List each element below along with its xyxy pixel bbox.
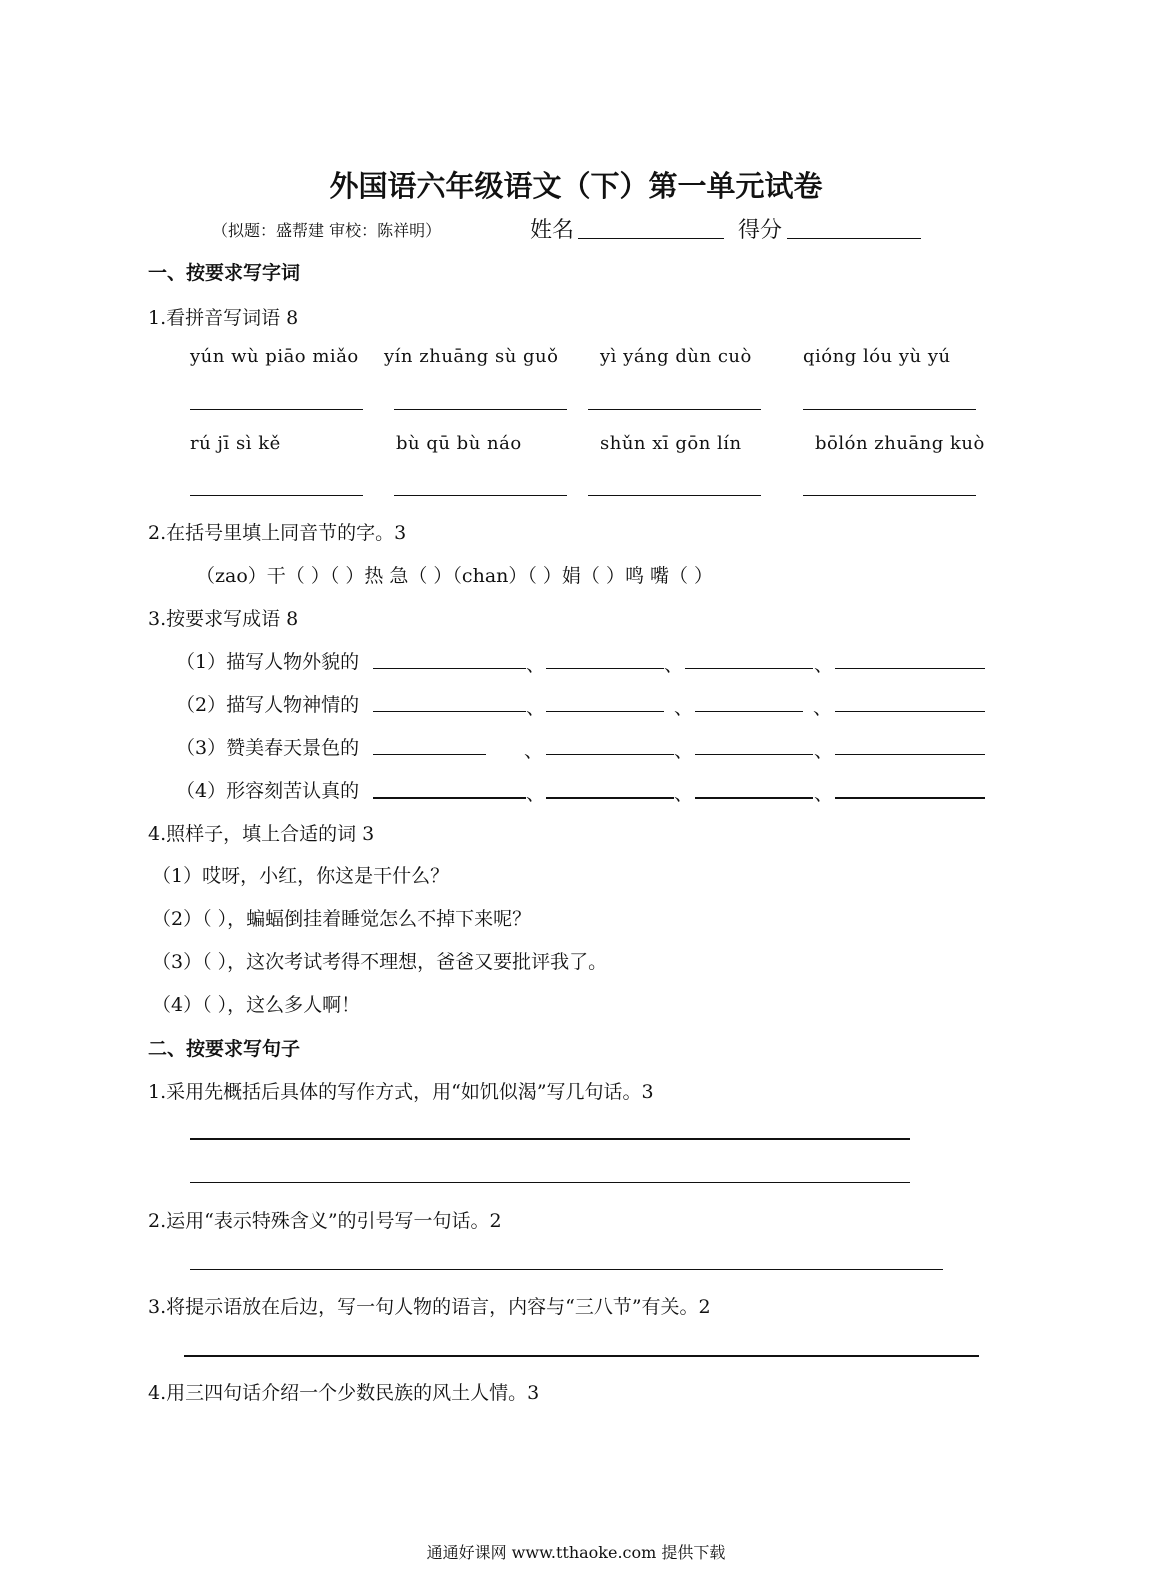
score-field[interactable] [787, 238, 921, 239]
separator: 、 [526, 654, 546, 676]
idiom-blank[interactable] [835, 797, 985, 799]
answer-line[interactable] [588, 409, 761, 410]
answer-line[interactable] [588, 495, 761, 496]
s2-q3-prompt: 3.将提示语放在后边，写一句人物的语言，内容与“三八节”有关。2 [148, 1296, 711, 1318]
q3-item: （3）赞美春天景色的 [176, 737, 360, 759]
pinyin-item: bù qū bù náo [396, 433, 522, 454]
pinyin-item: yì yáng dùn cuò [600, 346, 752, 367]
separator: 、 [814, 783, 834, 805]
idiom-blank[interactable] [695, 711, 803, 712]
author-credits: （拟题：盛帮建 审校：陈祥明） [212, 221, 442, 240]
pinyin-item: qióng lóu yù yú [803, 346, 951, 367]
idiom-blank[interactable] [373, 797, 526, 799]
separator: 、 [813, 697, 833, 719]
pinyin-item: rú jī sì kě [190, 433, 281, 454]
answer-line[interactable] [190, 409, 363, 410]
separator: 、 [674, 783, 694, 805]
idiom-blank[interactable] [546, 668, 664, 669]
idiom-blank[interactable] [695, 797, 813, 799]
idiom-blank[interactable] [546, 754, 674, 755]
s2-q2-prompt: 2.运用“表示特殊含义”的引号写一句话。2 [148, 1210, 502, 1232]
writing-line[interactable] [190, 1182, 910, 1183]
s2-q4-prompt: 4.用三四句话介绍一个少数民族的风土人情。3 [148, 1382, 540, 1404]
answer-line[interactable] [394, 409, 567, 410]
q4-prompt: 4.照样子，填上合适的词 3 [148, 823, 375, 845]
pinyin-item: yín zhuāng sù guǒ [384, 346, 559, 367]
writing-line[interactable] [190, 1138, 910, 1140]
pinyin-item: yún wù piāo miǎo [190, 346, 359, 367]
q4-item: （4）（ ），这么多人啊！ [152, 994, 361, 1016]
idiom-blank[interactable] [373, 754, 486, 755]
footer-credit: 通通好课网 www.tthaoke.com 提供下载 [426, 1543, 726, 1562]
idiom-blank[interactable] [695, 754, 813, 755]
idiom-blank[interactable] [835, 754, 985, 755]
q2-prompt: 2.在括号里填上同音节的字。3 [148, 522, 407, 544]
s2-q1-prompt: 1.采用先概括后具体的写作方式，用“如饥似渴”写几句话。3 [148, 1081, 654, 1103]
q4-item: （3）（ ），这次考试考得不理想，爸爸又要批评我了。 [152, 951, 608, 973]
idiom-blank[interactable] [373, 711, 526, 712]
separator: 、 [674, 740, 694, 762]
idiom-blank[interactable] [835, 711, 985, 712]
writing-line[interactable] [190, 1269, 943, 1270]
page-title: 外国语六年级语文（下）第一单元试卷 [329, 169, 823, 203]
answer-line[interactable] [803, 409, 976, 410]
idiom-blank[interactable] [546, 711, 664, 712]
idiom-blank[interactable] [835, 668, 985, 669]
q4-item: （2）（ ），蝙蝠倒挂着睡觉怎么不掉下来呢？ [152, 908, 532, 930]
q3-item: （1）描写人物外貌的 [176, 651, 360, 673]
q1-prompt: 1.看拼音写词语 8 [148, 307, 299, 329]
q4-item: （1）哎呀，小红，你这是干什么？ [152, 865, 450, 887]
pinyin-item: bōlón zhuāng kuò [815, 433, 985, 454]
answer-line[interactable] [394, 495, 567, 496]
score-label: 得分 [738, 218, 783, 243]
separator: 、 [814, 740, 834, 762]
writing-line[interactable] [184, 1355, 979, 1357]
pinyin-item: shǔn xī gōn lín [600, 433, 742, 454]
section2-heading: 二、按要求写句子 [148, 1038, 301, 1060]
idiom-blank[interactable] [546, 797, 674, 799]
q3-item: （4）形容刻苦认真的 [176, 780, 360, 802]
q2-fill-line: （zao）干（ ）（ ）热 急（ ）（chan）（ ）娟（ ）鸣 嘴（ ） [196, 565, 714, 587]
section1-heading: 一、按要求写字词 [148, 262, 301, 284]
separator: 、 [664, 654, 684, 676]
separator: 、 [674, 697, 694, 719]
idiom-blank[interactable] [685, 668, 813, 669]
separator: 、 [524, 740, 544, 762]
separator: 、 [814, 654, 834, 676]
name-field[interactable] [578, 238, 724, 239]
q3-prompt: 3.按要求写成语 8 [148, 608, 299, 630]
answer-line[interactable] [190, 495, 363, 496]
answer-line[interactable] [803, 495, 976, 496]
idiom-blank[interactable] [373, 668, 526, 669]
q3-item: （2）描写人物神情的 [176, 694, 360, 716]
separator: 、 [526, 697, 546, 719]
name-label: 姓名 [530, 218, 575, 243]
separator: 、 [526, 783, 546, 805]
